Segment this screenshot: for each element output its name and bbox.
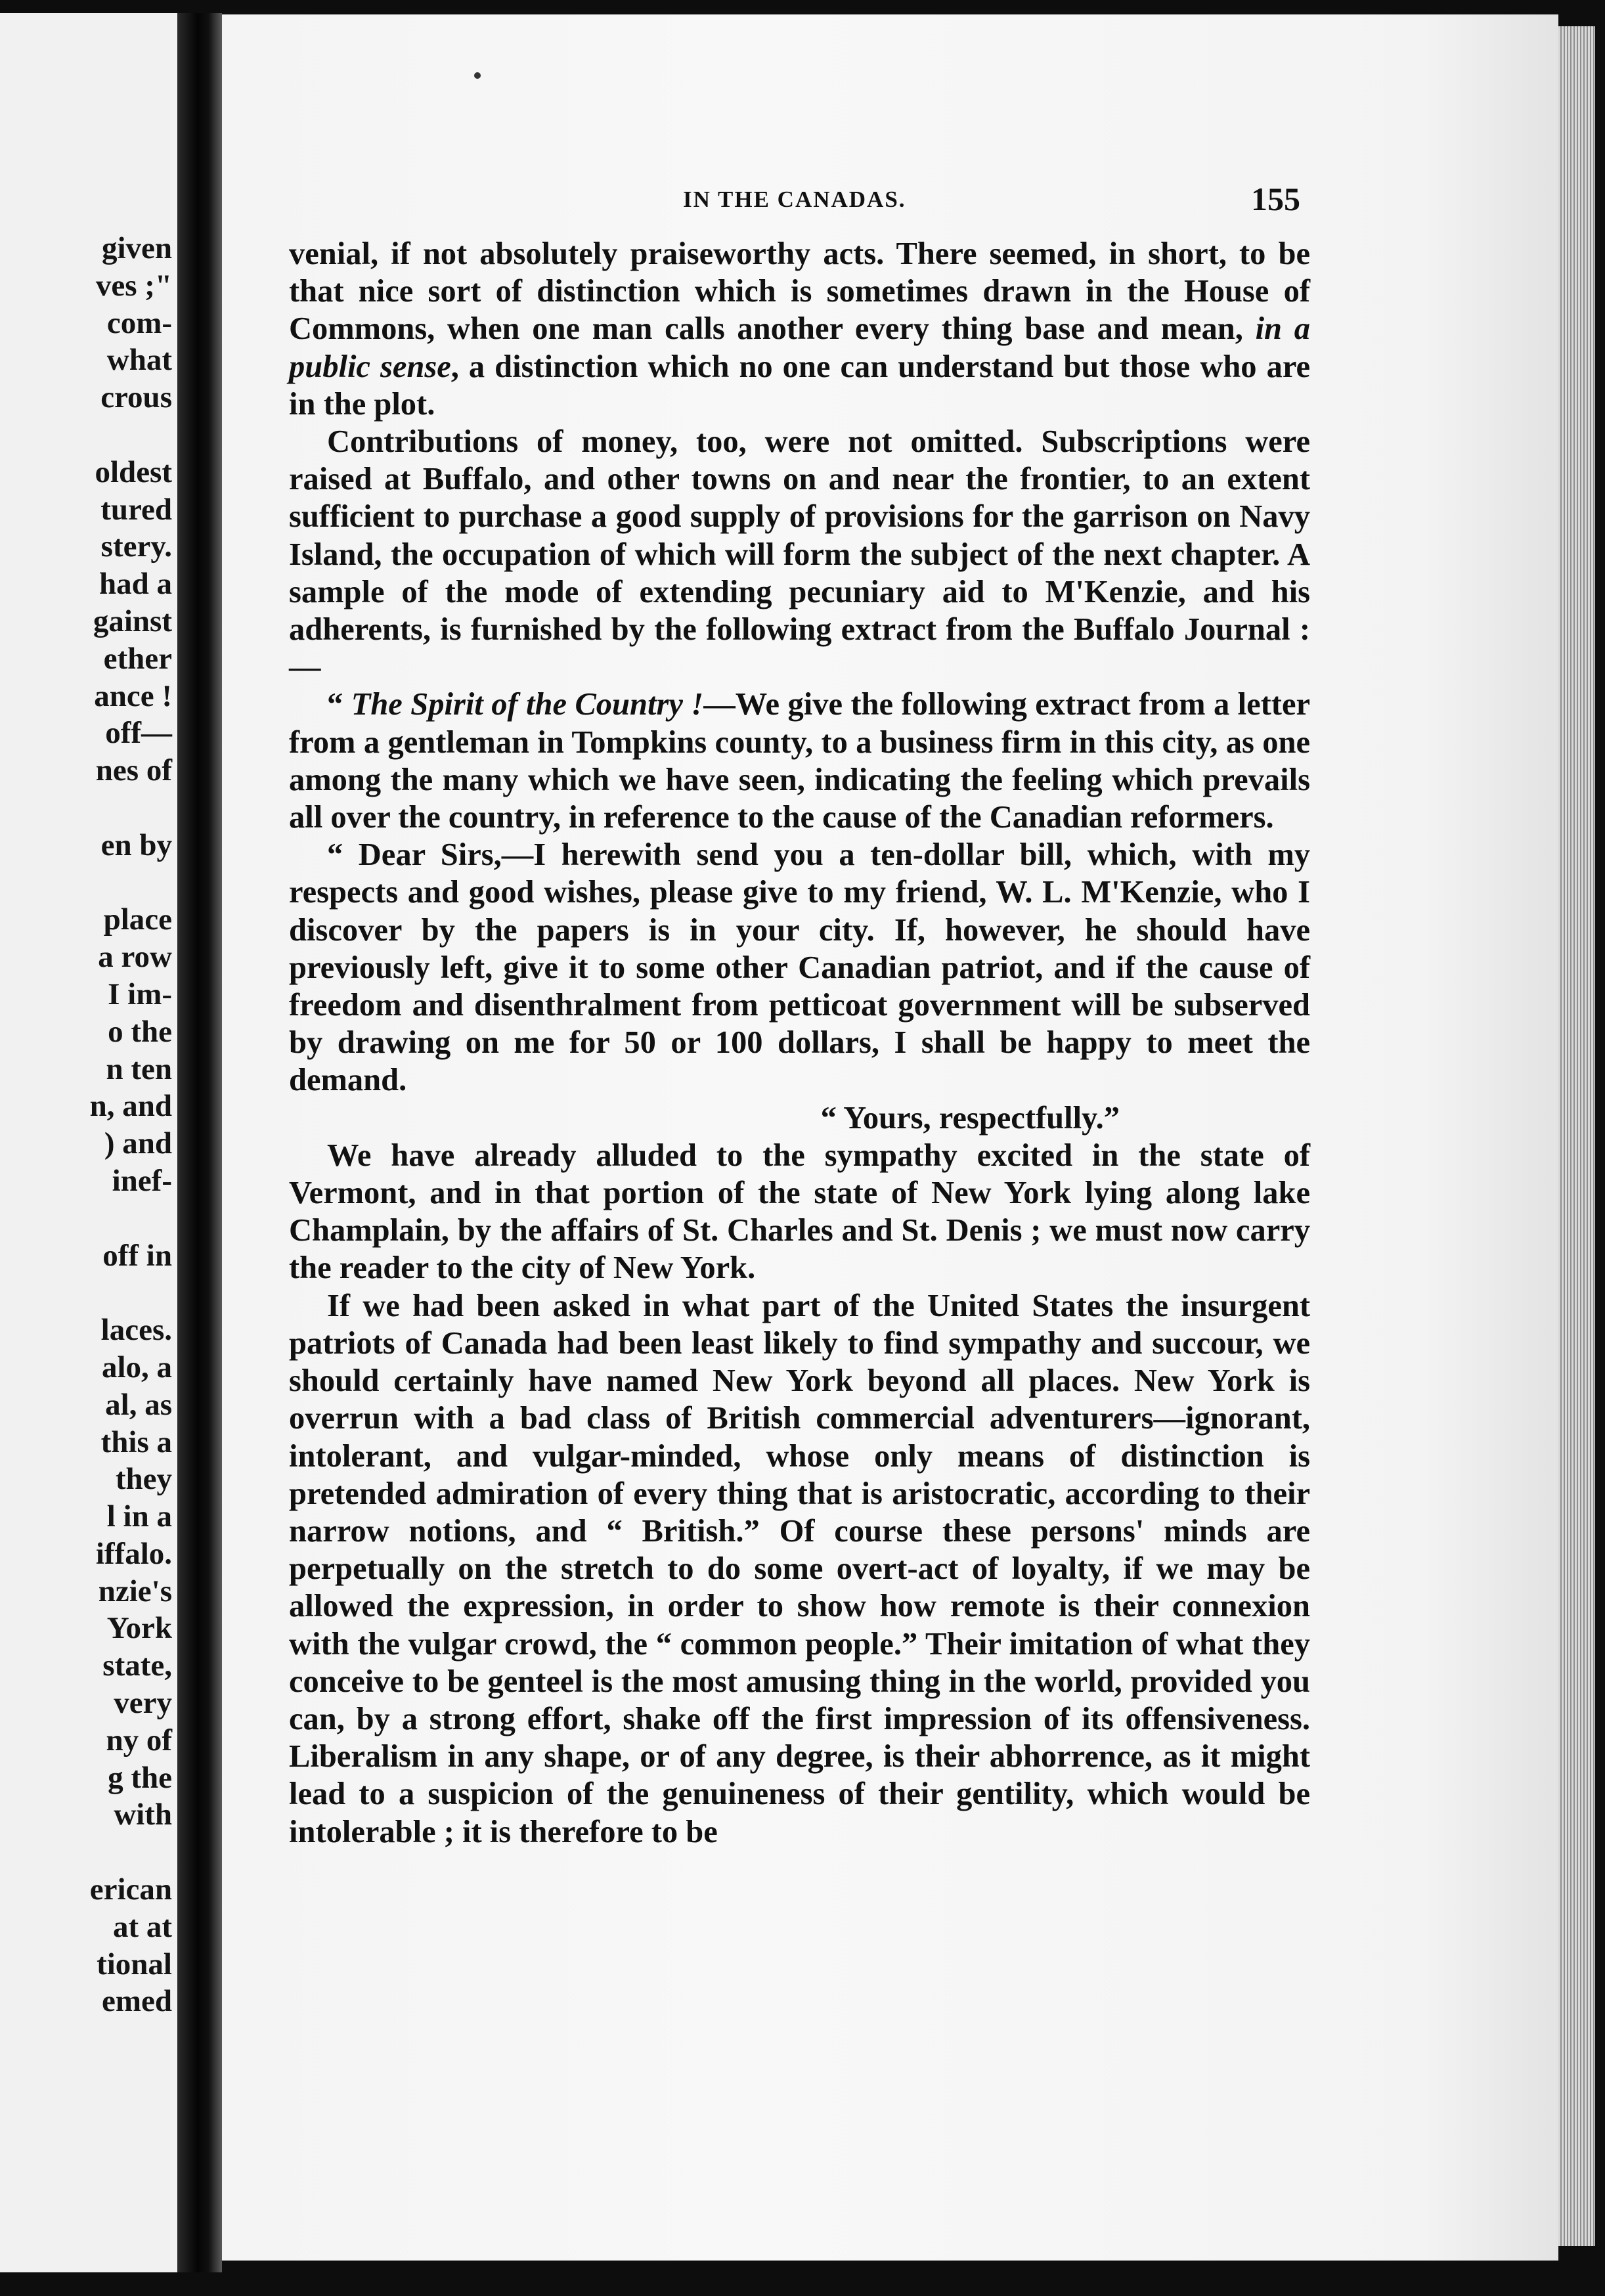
left-fragment-line: tured	[100, 492, 172, 527]
left-fragment-line: state,	[102, 1648, 172, 1683]
left-fragment-line	[0, 1200, 172, 1237]
running-header: IN THE CANADAS.	[683, 187, 906, 212]
left-fragment-line: nzie's	[98, 1574, 172, 1608]
left-fragment-line: off in	[102, 1238, 172, 1273]
left-fragment-line: gainst	[93, 604, 172, 638]
left-fragment-line	[0, 416, 172, 454]
letter-signoff: “ Yours, respectfully.”	[820, 1100, 1120, 1136]
left-fragment-line: I im-	[108, 977, 172, 1011]
ink-speck	[474, 72, 481, 79]
left-fragment-line	[0, 789, 172, 827]
left-fragment-line: laces.	[100, 1313, 172, 1348]
left-fragment-line: had a	[99, 567, 172, 602]
left-fragment-line: ) and	[104, 1126, 172, 1161]
left-fragment-line: a row	[98, 940, 172, 975]
left-fragment-line: tional	[97, 1947, 172, 1981]
left-fragment-line: ves ;"	[95, 268, 172, 303]
left-fragment-line: what	[106, 343, 172, 378]
left-fragment-line: at at	[112, 1909, 172, 1944]
left-fragment-line: en by	[100, 828, 172, 862]
left-fragment-line: ether	[103, 641, 172, 676]
left-fragment-line: com-	[106, 305, 172, 340]
left-fragment-line: ance !	[94, 678, 172, 713]
left-fragment-line: they	[115, 1462, 172, 1497]
left-fragment-line	[0, 1274, 172, 1312]
left-fragment-line	[0, 864, 172, 902]
paragraph-3: “ The Spirit of the Country !—We give the following extract from a letter from a gentleman in Tompkins county, to a business firm in this city, as one among the many which we have seen, indicating the feeling which prevails all over the country, in reference to the cause of the Canadian reformers.	[289, 687, 1310, 835]
book-gutter	[177, 13, 222, 2272]
left-fragment-line: nes of	[95, 753, 172, 788]
page-number: 155	[1251, 181, 1300, 217]
left-fragment-line: erican	[89, 1872, 172, 1907]
left-fragment-line: this a	[100, 1424, 172, 1459]
page-edges	[1558, 26, 1595, 2246]
left-fragment-line: oldest	[95, 454, 172, 489]
paragraph-1: venial, if not absolutely praiseworthy acts. There seemed, in short, to be that nice sort of distinction which is sometimes drawn in the House of Commons, when one man calls another every thing base and mean, in a public sense, a distinction which no one can understand but those who are in the plot.	[289, 236, 1311, 422]
left-facing-page	[0, 13, 177, 2272]
left-fragment-line: very	[114, 1686, 172, 1721]
left-fragment-line: given	[101, 231, 172, 265]
left-fragment-line: inef-	[112, 1163, 172, 1198]
left-fragment-line: emed	[101, 1984, 172, 2019]
left-fragment-line: iffalo.	[95, 1536, 172, 1571]
left-fragment-line: al, as	[105, 1387, 172, 1422]
paragraph-2: Contributions of money, too, were not omitted. Subscriptions were raised at Buffalo, and other towns on and near the frontier, to an extent sufficient to purchase a good supply of provisions for the garrison on Navy Island, the occupation of which will form the subject of the next chapter. A sample of the mode of extending pecuniary aid to M'Kenzie, and his adherents, is furnished by the following extract from the Buffalo Journal :—	[289, 424, 1310, 685]
paragraph-4-letter: “ Dear Sirs,—I herewith send you a ten-dollar bill, which, with my respects and good wishes, please give to my friend, W. L. M'Kenzie, who I discover by the papers is in your city. If, however, he should have previously left, give it to some other Canadian patriot, and if the cause of freedom and disenthralment from petticoat government will be subserved by drawing on me for 50 or 100 dollars, I shall be happy to meet the demand.	[289, 837, 1310, 1098]
left-fragment-line: n, and	[89, 1089, 172, 1124]
left-fragment-line: l in a	[106, 1499, 172, 1534]
left-fragment-line: g the	[108, 1760, 172, 1795]
left-fragment-line	[0, 1834, 172, 1871]
left-fragment-line: stery.	[100, 529, 172, 564]
page-body	[289, 235, 1310, 1851]
left-fragment-line: ny of	[106, 1723, 172, 1757]
left-fragment-line: alo, a	[101, 1350, 172, 1384]
left-fragment-line: York	[106, 1611, 172, 1646]
paragraph-6: If we had been asked in what part of the United States the insurgent patriots of Canada had been least likely to find sympathy and succour, we should certainly have named New York beyond all places. New York is overrun with a bad class of British commercial adventurers—ignorant, intolerant, and vulgar-minded, whose only means of distinction is pretended admiration of every thing that is aristocratic, according to their narrow notions, and “ British.” Of course these persons' minds are perpetually on the stretch to do some overt-act of loyalty, if we may be allowed the expression, in order to show how remote is their connexion with the vulgar crowd, the “ common people.” Their imitation of what they conceive to be genteel is the most amusing thing in the world, provided you can, by a strong effort, shake off the first impression of its offensiveness. Liberalism in any shape, or of any degree, is their abhorrence, as it might lead to a suspicion of the genuineness of their gentility, which would be intolerable ; it is therefore to be	[289, 1288, 1310, 1849]
left-fragment-line: o the	[108, 1014, 172, 1049]
emphasis-spirit-of-country: The Spirit of the Country !	[351, 687, 704, 722]
left-fragment-line: with	[114, 1798, 172, 1832]
paragraph-5: We have already alluded to the sympathy excited in the state of Vermont, and in that portion of the state of New York lying along lake Champlain, by the affairs of St. Charles and St. Denis ; we must now carry the reader to the city of New York.	[289, 1137, 1310, 1286]
left-page-text-fragments	[0, 230, 172, 2020]
left-fragment-line: place	[103, 902, 172, 937]
left-fragment-line: off—	[105, 716, 172, 751]
emphasis-public-sense: in a public sense	[289, 311, 1311, 384]
left-fragment-line: crous	[100, 380, 172, 415]
left-fragment-line: n ten	[106, 1051, 172, 1086]
